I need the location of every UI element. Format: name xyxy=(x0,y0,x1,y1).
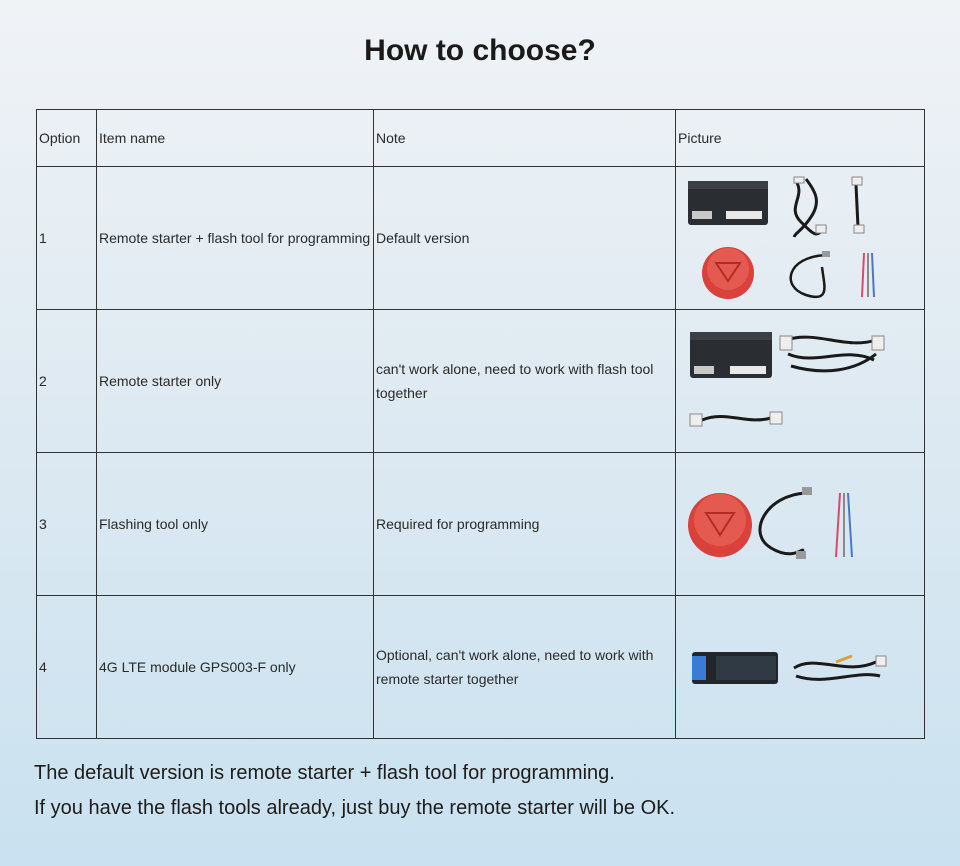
colored-wires-image xyxy=(862,253,874,297)
option-number: 2 xyxy=(37,310,97,453)
wiring-harness-image xyxy=(794,177,826,237)
footer-line-default-version: The default version is remote starter + flash tool for programming. xyxy=(34,762,615,784)
page-title: How to choose? xyxy=(364,34,596,67)
item-note: Default version xyxy=(374,167,676,310)
table-row xyxy=(37,310,925,453)
header-item-name: Item name xyxy=(97,110,374,167)
control-box-image xyxy=(690,332,772,378)
product-picture-starter-and-flash-tool xyxy=(676,167,925,310)
header-option: Option xyxy=(37,110,97,167)
option-number: 1 xyxy=(37,167,97,310)
item-note: Required for programming xyxy=(374,453,676,596)
lte-module-image xyxy=(692,652,778,684)
connector-cable-image xyxy=(690,412,782,426)
flash-tool-image xyxy=(702,247,754,299)
footer-line-buy-advice: If you have the flash tools already, just buy the remote starter will be OK. xyxy=(34,797,676,819)
table-row xyxy=(37,596,925,739)
table-row xyxy=(37,453,925,596)
item-name: 4G LTE module GPS003-F only xyxy=(97,596,374,739)
product-picture-starter-only xyxy=(676,310,925,453)
header-note: Note xyxy=(374,110,676,167)
product-picture-flash-tool xyxy=(676,453,925,596)
product-picture-lte-module xyxy=(676,596,925,739)
option-number: 4 xyxy=(37,596,97,739)
item-name: Remote starter only xyxy=(97,310,374,453)
flash-tool-image xyxy=(688,493,752,557)
item-name: Remote starter + flash tool for programming xyxy=(97,167,374,310)
table-header-row xyxy=(37,110,925,167)
item-name: Flashing tool only xyxy=(97,453,374,596)
control-box-image xyxy=(688,181,768,225)
option-number: 3 xyxy=(37,453,97,596)
table-row xyxy=(37,167,925,310)
wiring-harness-image xyxy=(794,656,886,679)
header-picture: Picture xyxy=(676,110,925,167)
usb-cable-image xyxy=(760,487,812,559)
usb-cable-image xyxy=(791,251,830,297)
colored-wires-image xyxy=(836,493,852,557)
item-note: Optional, can't work alone, need to work with remote starter together xyxy=(374,596,676,739)
wiring-harness-image xyxy=(780,336,884,371)
item-note: can't work alone, need to work with flash tool together xyxy=(374,310,676,453)
connector-cable-image xyxy=(852,177,864,233)
options-table xyxy=(36,109,925,739)
